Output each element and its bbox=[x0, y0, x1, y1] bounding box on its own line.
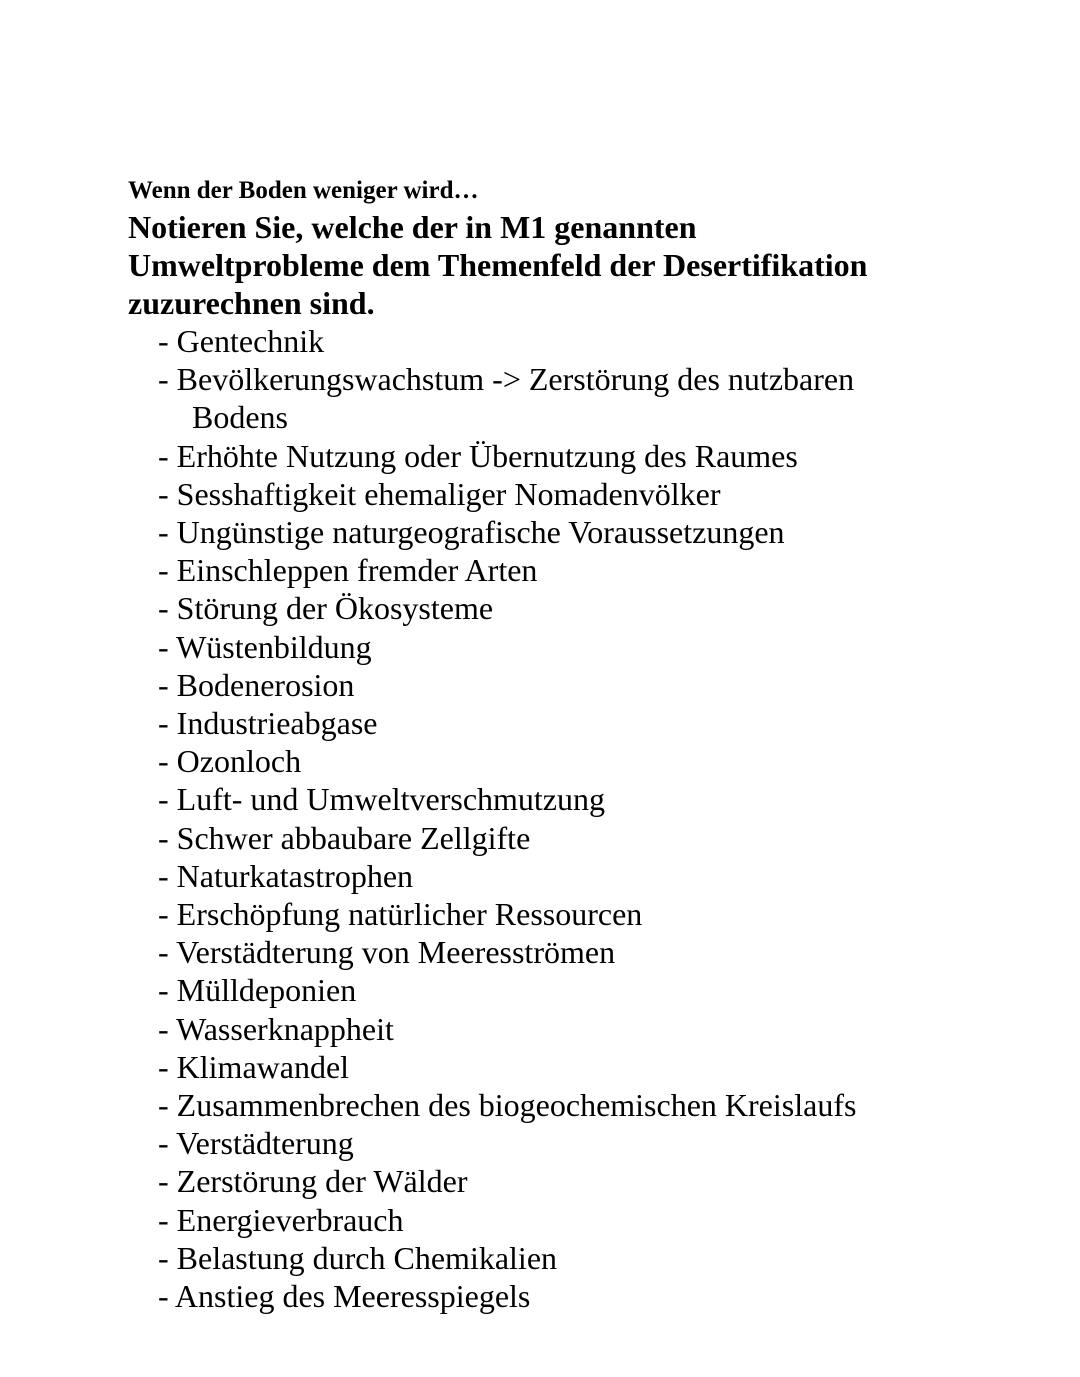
list-item: - Bodenerosion bbox=[158, 666, 355, 703]
list-item: - Mülldeponien bbox=[158, 972, 357, 1009]
list-item: - Störung der Ökosysteme bbox=[158, 590, 494, 627]
bullet-dash: - bbox=[158, 437, 177, 474]
list-item: - Einschleppen fremder Arten bbox=[158, 552, 538, 589]
bullet-dash: - bbox=[158, 552, 177, 589]
task-line: Notieren Sie, welche der in M1 genannten bbox=[128, 209, 697, 245]
list-item: - Energieverbrauch bbox=[158, 1201, 404, 1238]
list-item: - Erschöpfung natürlicher Ressourcen bbox=[158, 896, 643, 933]
list-item: - Verstädterung bbox=[158, 1125, 354, 1162]
bullet-dash: - bbox=[158, 705, 177, 742]
list-item: - Wüstenbildung bbox=[158, 628, 372, 665]
bullet-dash: - bbox=[158, 475, 177, 512]
list-item: - Gentechnik bbox=[158, 323, 325, 359]
bullet-dash: - bbox=[158, 1010, 177, 1047]
bullet-dash: - bbox=[158, 972, 177, 1009]
list-item: - Anstieg des Meeresspiegels bbox=[158, 1278, 531, 1315]
bullet-dash: - bbox=[158, 781, 177, 818]
bullet-dash: - bbox=[158, 590, 177, 627]
bullet-dash: - bbox=[158, 323, 177, 359]
bullet-dash: - bbox=[158, 1048, 177, 1085]
list-item: - Wasserknappheit bbox=[158, 1010, 394, 1047]
bullet-dash: - bbox=[158, 628, 177, 665]
list-item: - Naturkatastrophen bbox=[158, 857, 414, 894]
list-item: - Bevölkerungswachstum -> Zerstörung des nutzbaren Bodens bbox=[158, 360, 1028, 436]
task-line: Umweltprobleme dem Themenfeld der Desertifikation bbox=[128, 247, 868, 283]
list-item: - Erhöhte Nutzung oder Übernutzung des Raumes bbox=[158, 437, 798, 474]
list-item: - Ozonloch bbox=[158, 743, 302, 780]
bullet-dash: - bbox=[158, 1087, 177, 1124]
bullet-dash: - bbox=[158, 743, 177, 780]
bullet-dash: - bbox=[158, 1163, 177, 1200]
list-item: - Luft- und Umweltverschmutzung bbox=[158, 781, 605, 818]
bullet-dash: - bbox=[158, 666, 177, 703]
task-line: zuzurechnen sind. bbox=[128, 285, 375, 321]
bullet-dash: - bbox=[158, 857, 177, 894]
bullet-dash: - bbox=[158, 1201, 177, 1238]
list-item: - Zerstörung der Wälder bbox=[158, 1163, 468, 1200]
list-item: - Verstädterung von Meeresströmen bbox=[158, 934, 616, 971]
bullet-dash: - bbox=[158, 1239, 177, 1276]
list-item: - Ungünstige naturgeografische Voraussetzungen bbox=[158, 514, 785, 551]
bullet-dash: - bbox=[158, 819, 177, 856]
bullet-dash: - bbox=[158, 1125, 177, 1162]
list-item: - Zusammenbrechen des biogeochemischen Kreislaufs bbox=[158, 1087, 857, 1124]
bullet-dash: - bbox=[158, 934, 177, 971]
bullet-dash: - bbox=[158, 896, 177, 933]
list-item-continuation: Bodens bbox=[192, 399, 288, 436]
bullet-dash: - bbox=[158, 514, 177, 551]
document-subtitle: Wenn der Boden weniger wird… bbox=[128, 177, 479, 204]
list-item: - Belastung durch Chemikalien bbox=[158, 1239, 558, 1276]
list-item: - Industrieabgase bbox=[158, 705, 378, 742]
document-page bbox=[128, 174, 1028, 1315]
list-item: - Klimawandel bbox=[158, 1048, 350, 1085]
list-item: - Sesshaftigkeit ehemaliger Nomadenvölker bbox=[158, 475, 721, 512]
task-heading bbox=[128, 208, 1028, 322]
problem-list bbox=[128, 322, 1028, 1315]
bullet-dash: - bbox=[158, 361, 177, 398]
bullet-dash: - bbox=[158, 1278, 175, 1315]
list-item: - Schwer abbaubare Zellgifte bbox=[158, 819, 531, 856]
